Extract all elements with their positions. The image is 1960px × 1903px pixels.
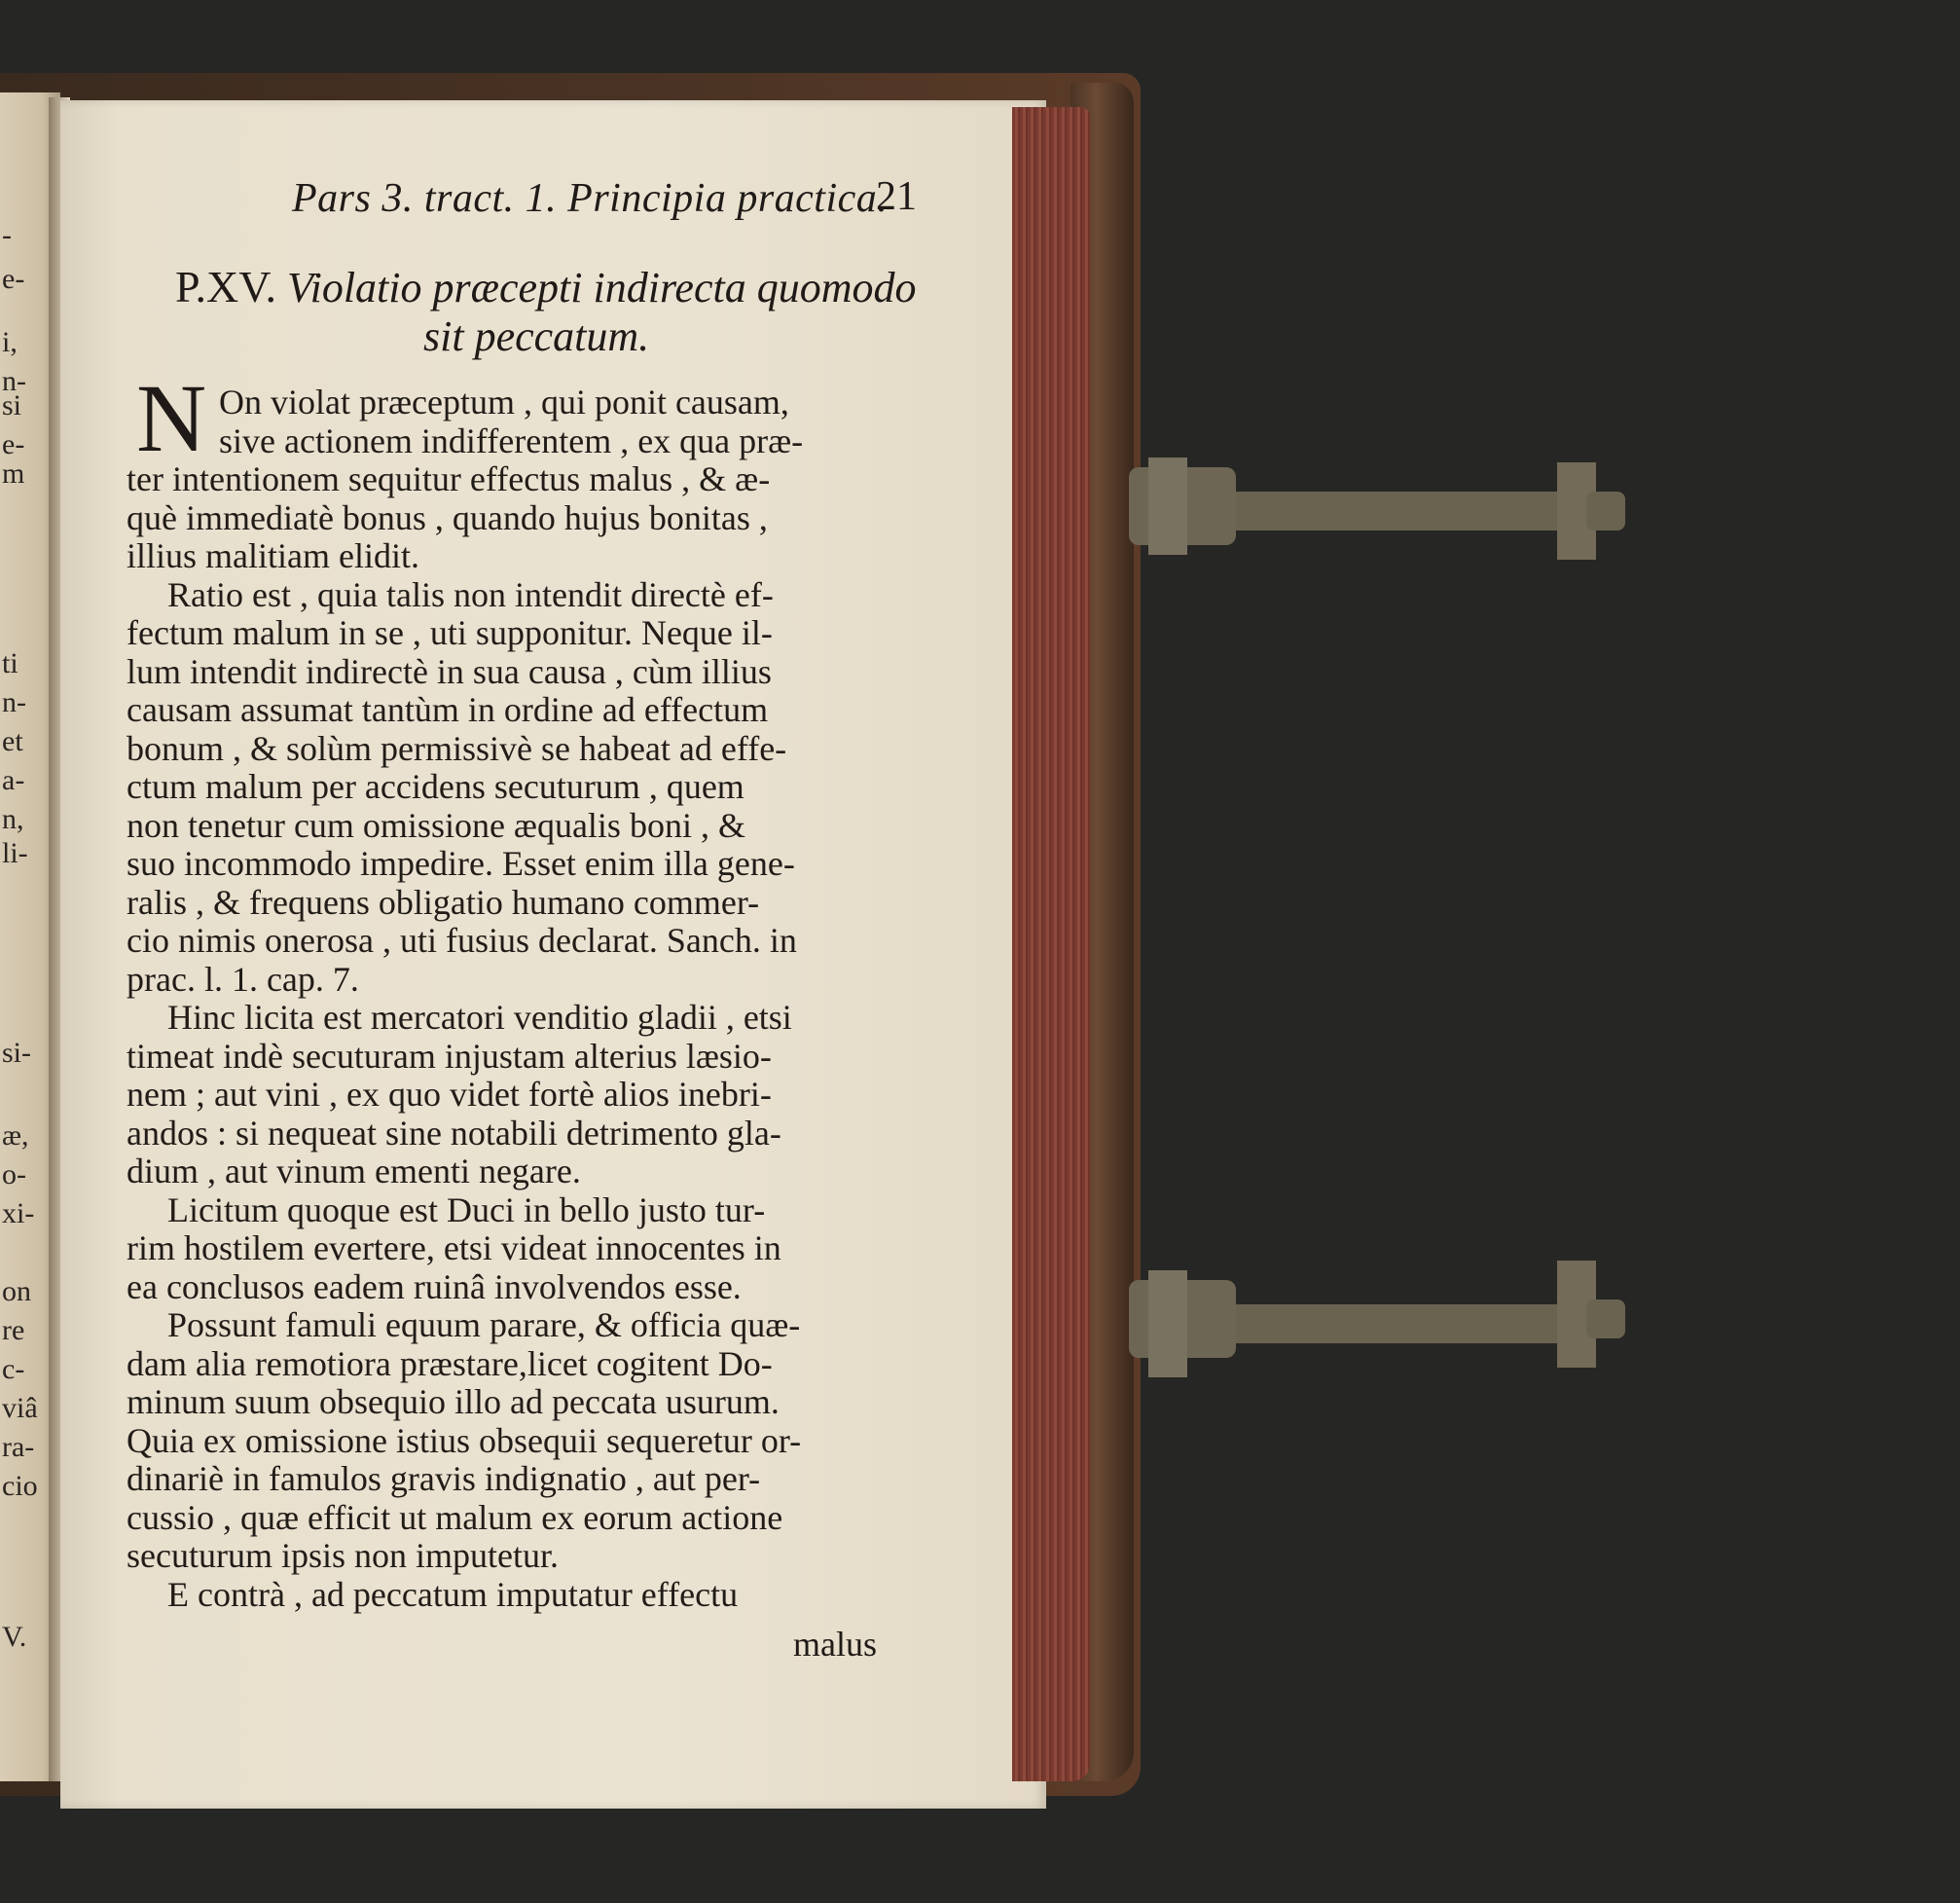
body-line: bonum , & solùm permissivè se habeat ad effe- — [127, 728, 787, 768]
body-line: sive actionem indifferentem , ex qua præ- — [219, 421, 804, 460]
body-line: causam assumat tantùm in ordine ad effectum — [127, 690, 769, 729]
body-line: rim hostilem evertere, etsi videat innocentes in — [127, 1228, 781, 1267]
left-page-fragment: n- — [2, 365, 26, 397]
left-page-fragment: i, — [2, 326, 18, 358]
body-line: secuturum ipsis non imputetur. — [127, 1536, 559, 1575]
left-page-fragment: si- — [2, 1037, 31, 1069]
left-page-fragment: et — [2, 725, 23, 757]
body-line: lum intendit indirectè in sua causa , cùm illius — [127, 651, 772, 691]
body-line: què immediatè bonus , quando hujus bonitas , — [127, 497, 768, 537]
body-line: dinariè in famulos gravis indignatio , aut per- — [127, 1459, 761, 1498]
section-heading — [175, 261, 917, 312]
body-line: Licitum quoque est Duci in bello justo tur- — [167, 1189, 766, 1229]
section-title-line2: sit peccatum. — [423, 312, 650, 360]
body-line: dam alia remotiora præstare,licet cogitent Do- — [127, 1343, 773, 1383]
left-page-fragment: e- — [2, 263, 25, 295]
body-line: Possunt famuli equum parare, & officia quæ- — [167, 1305, 801, 1344]
left-page-fragment: n- — [2, 686, 26, 718]
catchword: malus — [793, 1625, 877, 1664]
left-page-fragment: cio — [2, 1470, 38, 1502]
left-page-fragment: e- — [2, 428, 25, 460]
left-page-fragment: xi- — [2, 1197, 35, 1229]
body-line: non tenetur cum omissione æqualis boni , & — [127, 805, 745, 845]
left-page-fragment: æ, — [2, 1119, 29, 1152]
left-page-fragment: ra- — [2, 1431, 35, 1463]
left-page-fragment: n, — [2, 803, 24, 835]
upper-clasp — [1129, 457, 1654, 565]
section-label: P.XV. — [175, 262, 276, 311]
body-line: cio nimis onerosa , uti fusius declarat. Sanch. in — [127, 921, 797, 960]
body-line: suo incommodo impedire. Esset enim illa gene- — [127, 844, 795, 883]
running-head: Pars 3. tract. 1. Principia practica. — [292, 176, 889, 221]
lower-clasp — [1129, 1261, 1654, 1387]
left-page-fragment: - — [2, 219, 12, 251]
body-line: nem ; aut vini , ex quo videt fortè alios inebri- — [127, 1075, 772, 1114]
left-page-fragment: V. — [2, 1621, 27, 1653]
body-line: prac. l. 1. cap. 7. — [127, 959, 359, 999]
left-page-fragment: on — [2, 1275, 31, 1307]
body-line: ralis , & frequens obligatio humano commer- — [127, 882, 760, 922]
left-page-fragment: m — [2, 457, 25, 490]
body-line: Ratio est , quia talis non intendit directè ef- — [167, 574, 774, 614]
body-line: dium , aut vinum ementi negare. — [127, 1152, 581, 1190]
drop-cap: N — [136, 364, 207, 472]
page-number: 21 — [876, 174, 917, 219]
left-page-fragment: a- — [2, 764, 25, 796]
body-line: cussio , quæ efficit ut malum ex eorum actione — [127, 1497, 783, 1537]
body-line: ter intentionem sequitur effectus malus , & æ- — [127, 459, 771, 498]
body-line: fectum malum in se , uti supponitur. Neque il- — [127, 613, 773, 652]
body-line: ctum malum per accidens secuturum , quem — [127, 767, 744, 806]
body-line: Hinc licita est mercatori venditio gladii , etsi — [167, 998, 792, 1037]
body-line: Quia ex omissione istius obsequii sequeretur or- — [127, 1420, 802, 1460]
page-fore-edge — [1012, 107, 1090, 1781]
body-line: E contrà , ad peccatum imputatur effectu — [167, 1574, 739, 1614]
body-line: minum suum obsequio illo ad peccata usurum. — [127, 1382, 780, 1421]
body-line: ea conclusos eadem ruinâ involvendos esse. — [127, 1266, 742, 1306]
body-line: andos : si nequeat sine notabili detrimento gla- — [127, 1113, 781, 1153]
left-page-fragment: ti — [2, 647, 18, 679]
left-page-fragment: c- — [2, 1353, 25, 1385]
left-page-fragment: re — [2, 1314, 25, 1346]
left-page-fragment: o- — [2, 1158, 26, 1190]
body-line: illius malitiam elidit. — [127, 536, 419, 575]
left-page-fragment: viâ — [2, 1392, 38, 1424]
section-title-line1: Violatio præcepti indirecta quomodo — [287, 264, 917, 311]
left-page-fragment: si — [2, 389, 22, 421]
body-line: timeat indè secuturam injustam alterius læsio- — [127, 1036, 772, 1076]
left-page-fragment: li- — [2, 837, 28, 869]
body-line: On violat præceptum , qui ponit causam, — [219, 383, 789, 421]
